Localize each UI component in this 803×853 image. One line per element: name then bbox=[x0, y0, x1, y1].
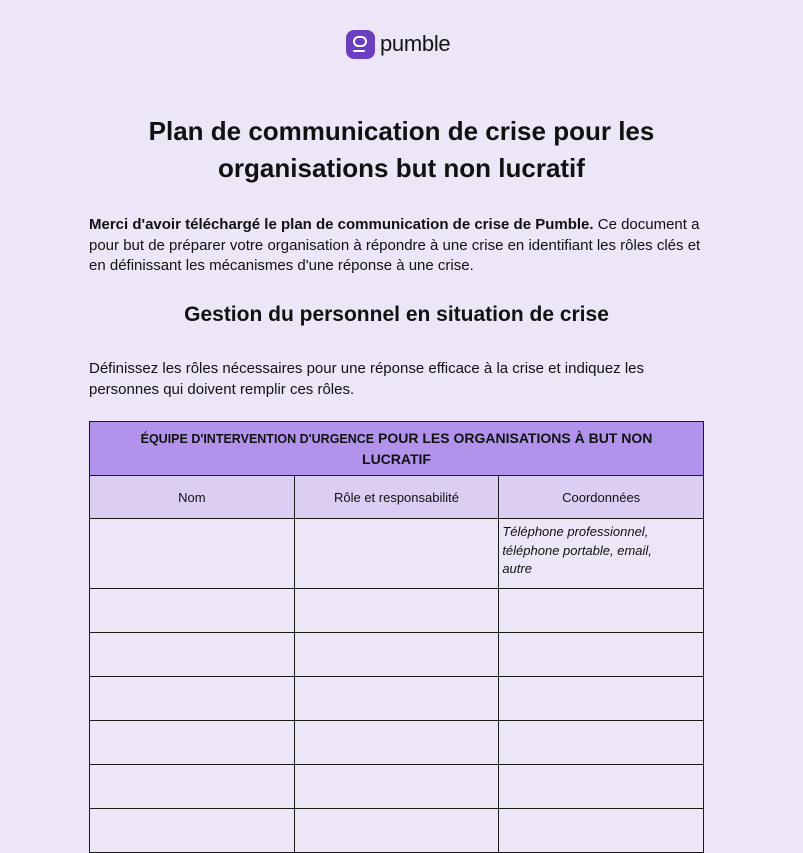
contact-cell[interactable] bbox=[499, 589, 704, 633]
name-cell[interactable] bbox=[90, 809, 295, 853]
role-cell[interactable] bbox=[294, 677, 499, 721]
role-cell[interactable] bbox=[294, 721, 499, 765]
name-cell[interactable] bbox=[90, 765, 295, 809]
section-description: Définissez les rôles nécessaires pour une réponse efficace à la crise et indiquez les personnes qui doivent remplir ces rôles. bbox=[89, 360, 645, 398]
emergency-team-table bbox=[89, 421, 704, 853]
column-header-nom: Nom bbox=[90, 476, 295, 519]
role-cell[interactable] bbox=[294, 633, 499, 677]
name-cell[interactable] bbox=[90, 633, 295, 677]
intro-text: Ce document a pour but de préparer votre organisation à répondre à une crise en identifiant les rôles clés et en définissant les mécanismes d'une réponse à une crise. bbox=[89, 216, 701, 274]
pumble-logo bbox=[346, 29, 450, 59]
name-cell[interactable] bbox=[90, 519, 295, 589]
name-cell[interactable] bbox=[90, 721, 295, 765]
table-title-prefix: ÉQUIPE D'INTERVENTION D'URGENCE bbox=[140, 432, 375, 446]
name-cell[interactable] bbox=[90, 589, 295, 633]
table-row bbox=[90, 677, 704, 721]
table-row bbox=[90, 633, 704, 677]
column-header-role: Rôle et responsabilité bbox=[294, 476, 499, 519]
name-cell[interactable] bbox=[90, 677, 295, 721]
table-header-row bbox=[90, 476, 704, 519]
contact-cell[interactable] bbox=[499, 633, 704, 677]
contact-cell[interactable] bbox=[499, 809, 704, 853]
table-row bbox=[90, 765, 704, 809]
contact-hint-cell[interactable]: Téléphone professionnel, téléphone portable, email, autre bbox=[499, 519, 704, 589]
intro-paragraph bbox=[89, 215, 719, 277]
pumble-logo-icon bbox=[346, 30, 375, 59]
role-cell[interactable] bbox=[294, 809, 499, 853]
contact-cell[interactable] bbox=[499, 765, 704, 809]
column-header-coordonnees: Coordonnées bbox=[499, 476, 704, 519]
table-title-main: POUR LES ORGANISATIONS À BUT NON LUCRATIF bbox=[362, 430, 653, 467]
table-row bbox=[90, 721, 704, 765]
role-cell[interactable] bbox=[294, 765, 499, 809]
role-cell[interactable] bbox=[294, 519, 499, 589]
intro-bold-text: Merci d'avoir téléchargé le plan de communication de crise de Pumble. bbox=[89, 216, 594, 233]
contact-cell[interactable] bbox=[499, 721, 704, 765]
table-title bbox=[90, 422, 704, 476]
table-row bbox=[90, 519, 704, 589]
page-title: Plan de communication de crise pour les organisations but non lucratif bbox=[148, 116, 655, 183]
contact-cell[interactable] bbox=[499, 677, 704, 721]
table-row bbox=[90, 809, 704, 853]
logo-text: pumble bbox=[380, 31, 451, 56]
table-title-row bbox=[90, 422, 704, 476]
section-heading: Gestion du personnel en situation de crise bbox=[184, 303, 609, 326]
role-cell[interactable] bbox=[294, 589, 499, 633]
table-row bbox=[90, 589, 704, 633]
